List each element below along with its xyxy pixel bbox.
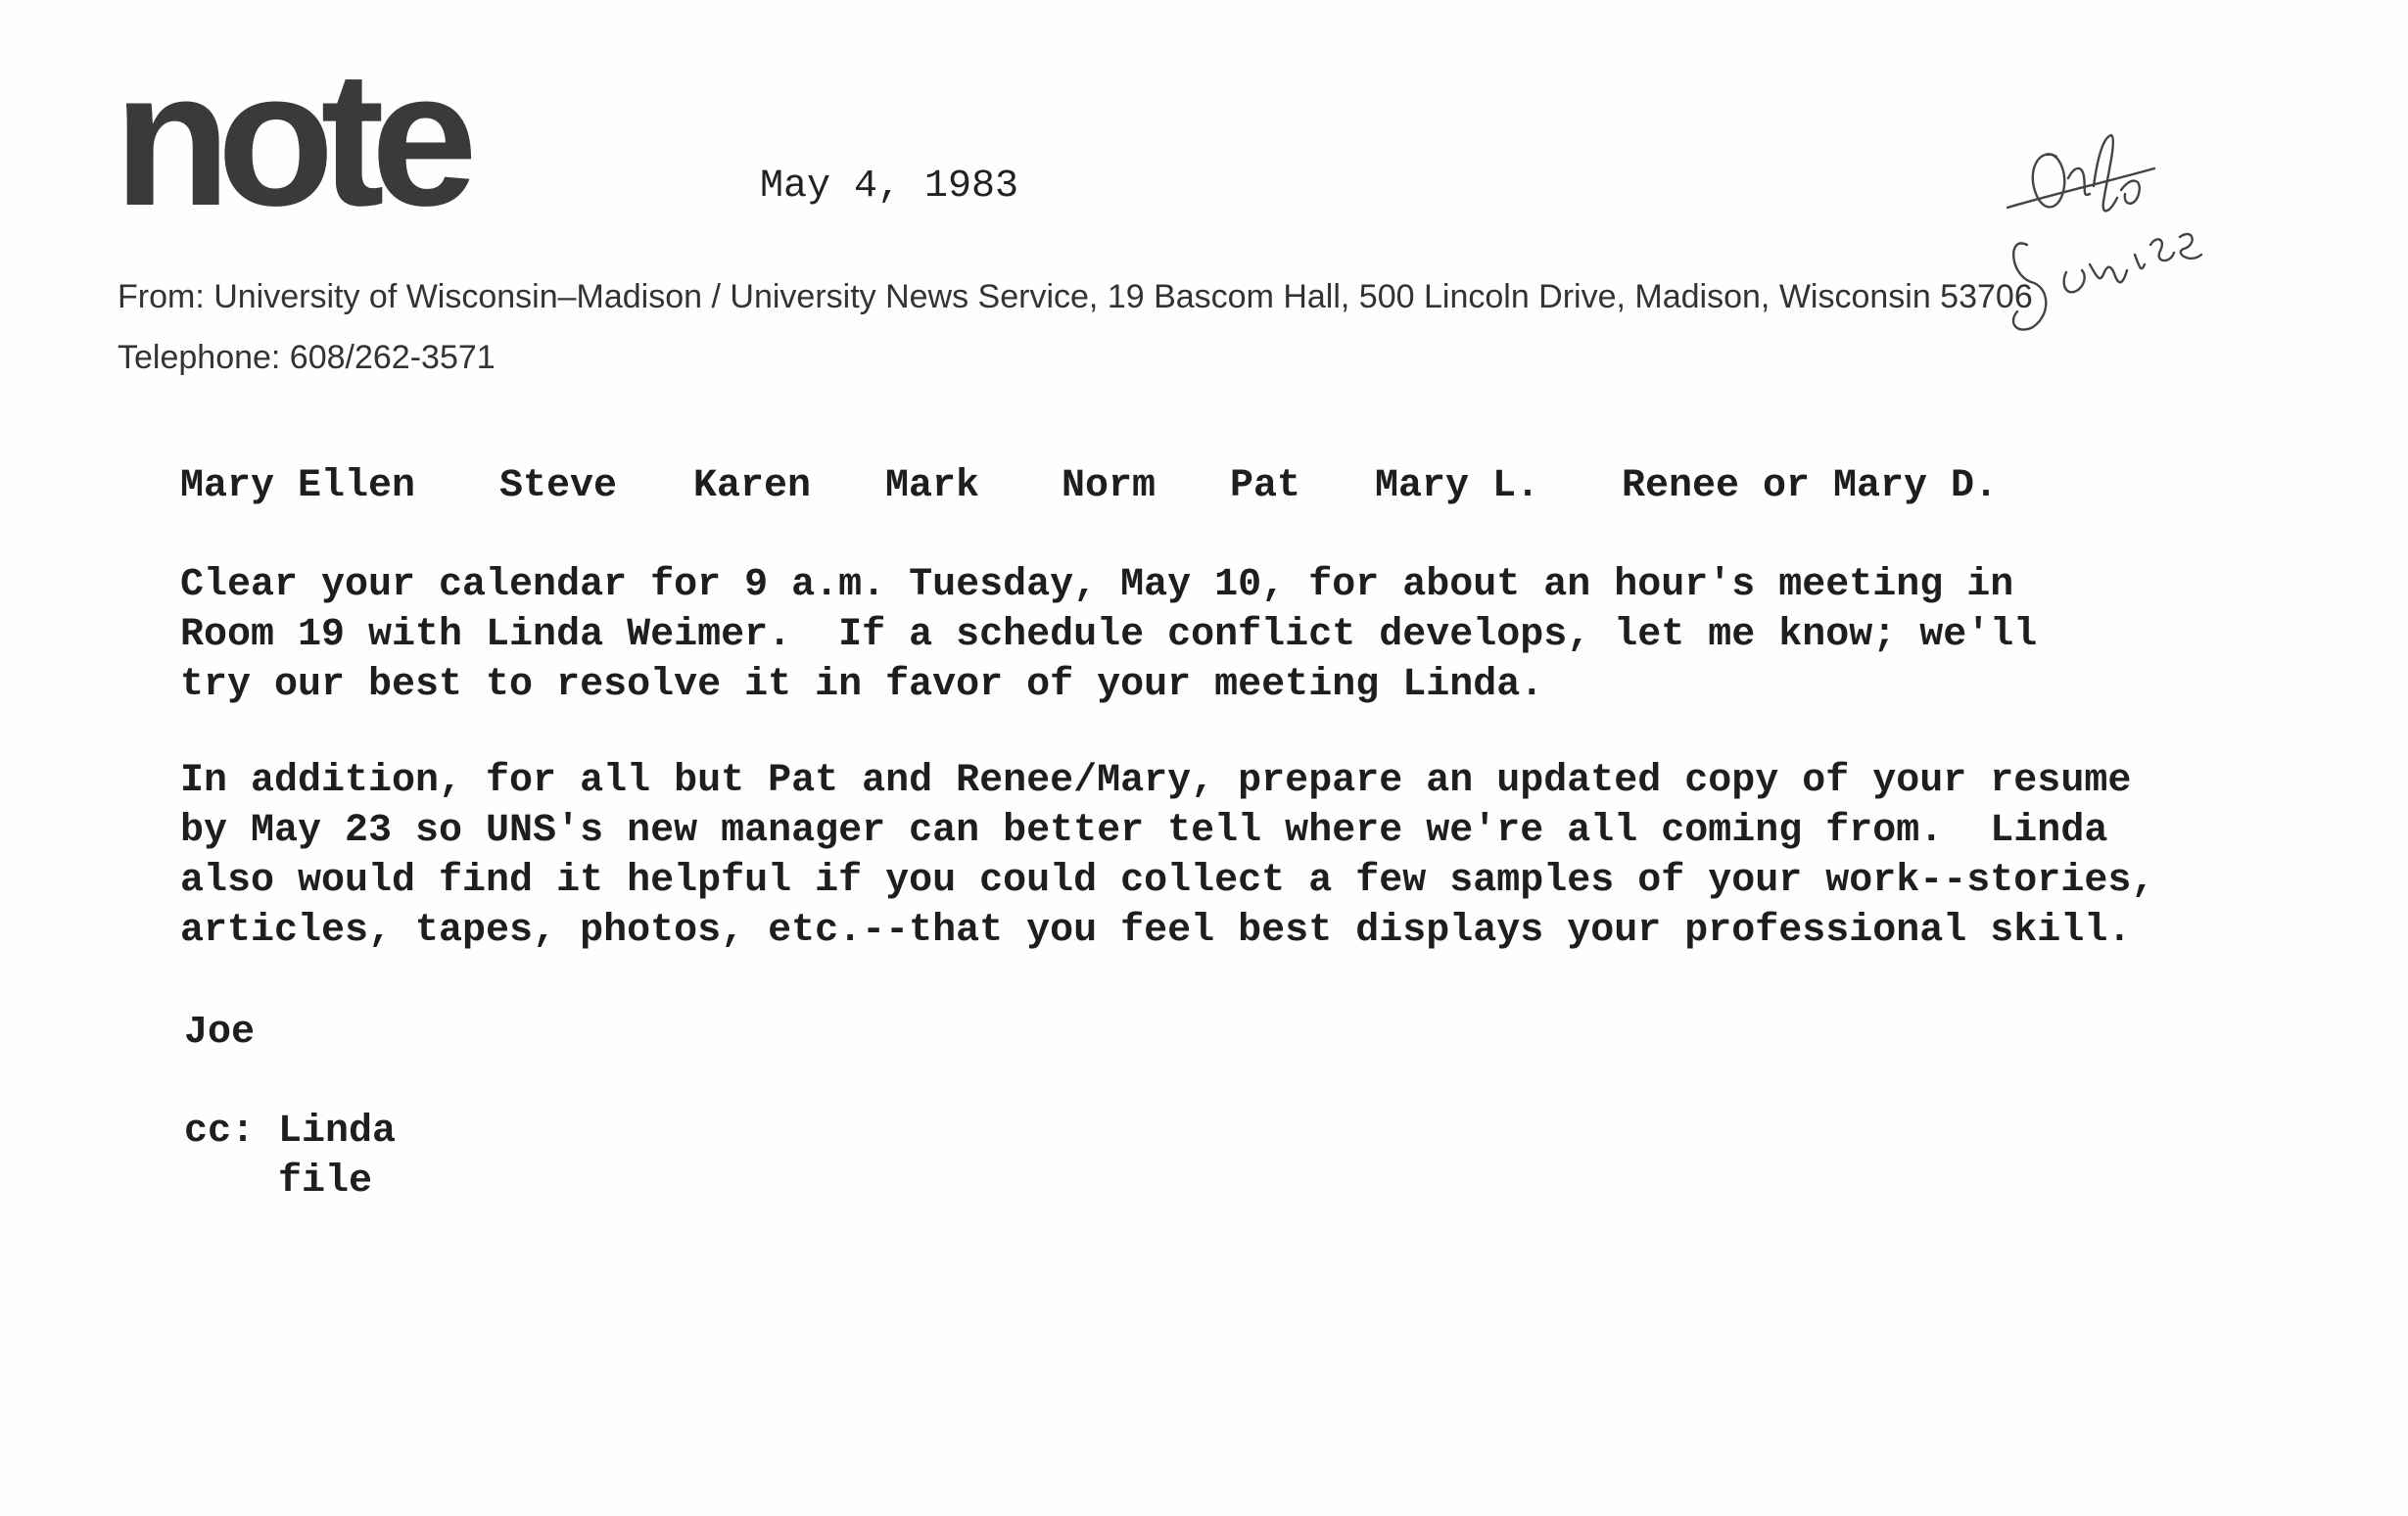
recipient-name: Renee or Mary D. — [1622, 464, 1999, 508]
recipient-name: Karen — [693, 464, 812, 508]
cc-line: cc: Linda — [184, 1110, 397, 1154]
sender-telephone: Telephone: 608/262-3571 — [118, 339, 496, 376]
text-line: by May 23 so UNS's new manager can better tell where we're all coming from. Linda — [180, 809, 2108, 853]
recipient-list — [180, 464, 2041, 519]
handwritten-annotation — [1988, 118, 2272, 392]
recipient-name: Mary Ellen — [180, 464, 416, 508]
body-paragraph-1 — [180, 560, 2037, 710]
recipient-name: Norm — [1062, 464, 1157, 508]
recipient-name: Mary L. — [1375, 464, 1540, 508]
memo-date: May 4, 1983 — [760, 165, 1019, 209]
body-paragraph-2 — [180, 756, 2154, 956]
text-line: also would find it helpful if you could collect a few samples of your work--stories, — [180, 859, 2155, 903]
cc-line: file — [184, 1160, 373, 1204]
text-line: try our best to resolve it in favor of your meeting Linda. — [180, 663, 1544, 707]
recipient-name: Pat — [1230, 464, 1301, 508]
signature-name: Joe — [184, 1011, 256, 1055]
text-line: In addition, for all but Pat and Renee/Mary, prepare an updated copy of your resume — [180, 759, 2132, 803]
note-logo: note — [114, 31, 464, 246]
text-line: Room 19 with Linda Weimer. If a schedule conflict develops, let me know; we'll — [180, 613, 2038, 657]
text-line: articles, tapes, photos, etc.--that you feel best displays your professional skill. — [180, 909, 2132, 953]
cc-list — [184, 1107, 396, 1207]
recipient-name: Steve — [499, 464, 618, 508]
text-line: Clear your calendar for 9 a.m. Tuesday, May 10, for about an hour's meeting in — [180, 563, 2014, 607]
recipient-name: Mark — [885, 464, 980, 508]
sender-address: From: University of Wisconsin–Madison / University News Service, 19 Bascom Hall, 500 Lincoln Drive, Madison, Wisconsin 53706 — [118, 278, 2033, 315]
